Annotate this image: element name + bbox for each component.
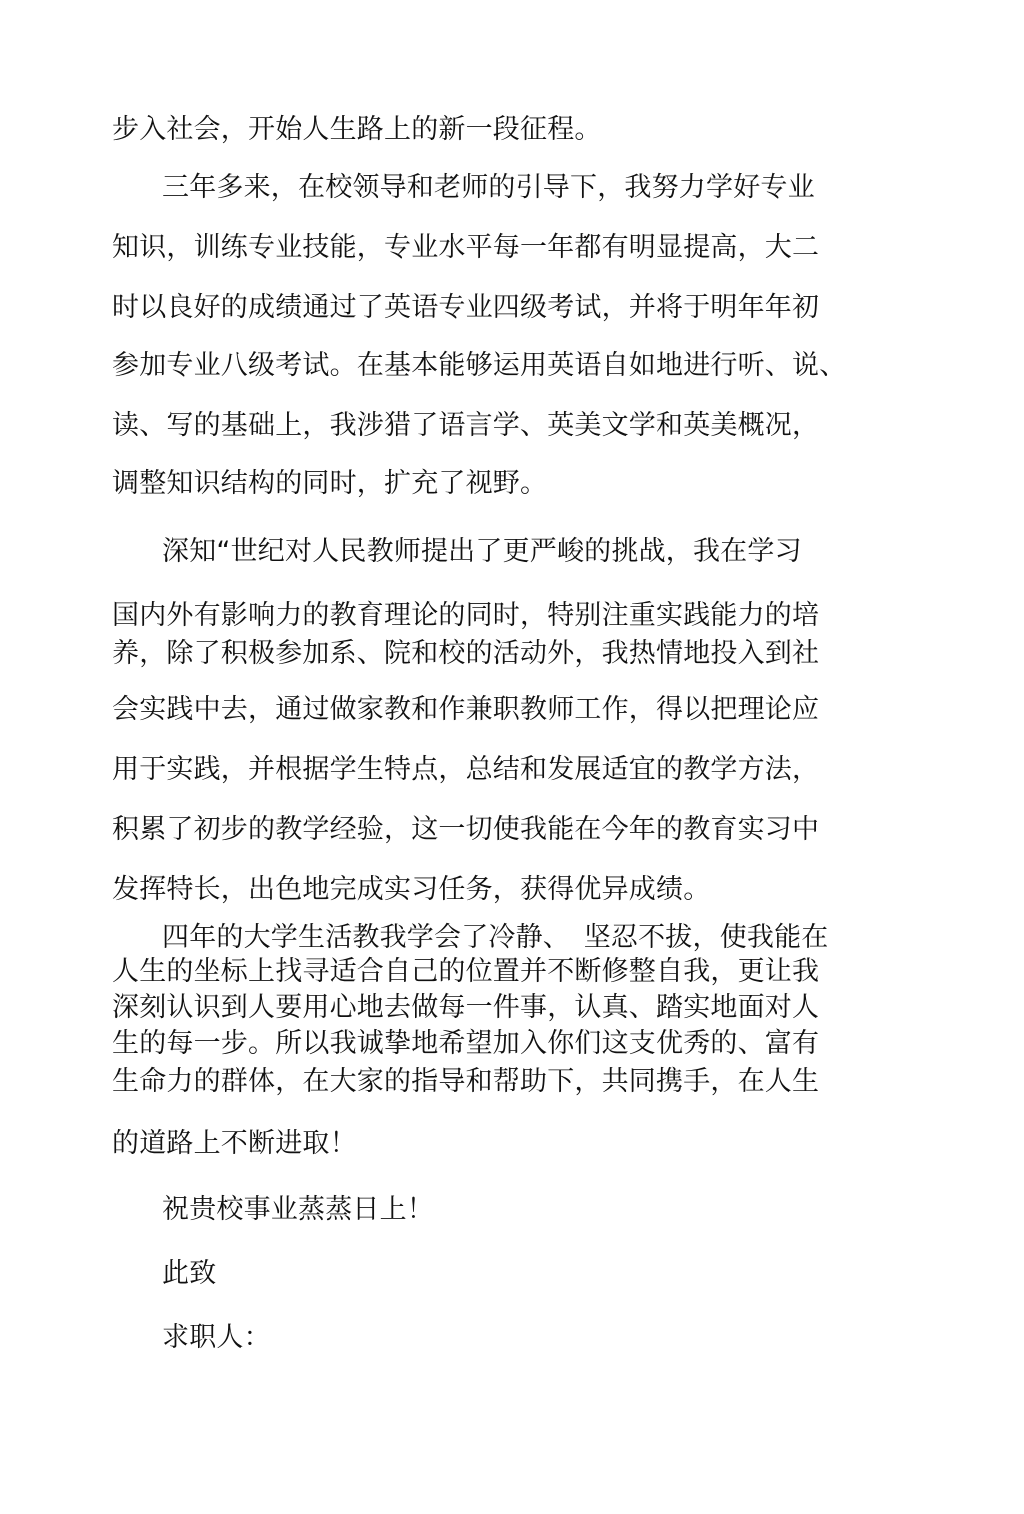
body-text-line: 发挥特长，出色地完成实习任务，获得优异成绩。 [112, 874, 711, 905]
body-text-line: 的道路上不断进取！ [112, 1128, 357, 1159]
body-text-line: 积累了初步的教学经验，这一切使我能在今年的教育实习中 [112, 814, 820, 845]
salutation: 此致 [162, 1258, 217, 1289]
paragraph-first-line: 四年的大学生活教我学会了冷静、 坚忍不拔，使我能在 [162, 922, 829, 953]
body-text-line: 调整知识结构的同时，扩充了视野。 [112, 468, 548, 499]
body-text-line: 人生的坐标上找寻适合自己的位置并不断修整自我，更让我 [112, 956, 820, 987]
signature-label: 求职人： [162, 1322, 271, 1353]
body-text-line: 知识，训练专业技能，专业水平每一年都有明显提高，大二 [112, 232, 820, 263]
body-text-line: 参加专业八级考试。在基本能够运用英语自如地进行听、说、 [112, 350, 847, 381]
body-text-line: 步入社会，开始人生路上的新一段征程。 [112, 114, 602, 145]
body-text-line: 会实践中去，通过做家教和作兼职教师工作，得以把理论应 [112, 694, 820, 725]
paragraph-first-line: 三年多来，在校领导和老师的引导下，我努力学好专业 [162, 172, 815, 203]
body-text-line: 深刻认识到人要用心地去做每一件事，认真、踏实地面对人 [112, 992, 820, 1023]
body-text-line: 读、写的基础上，我涉猎了语言学、英美文学和英美概况， [112, 410, 820, 441]
body-text-line: 生命力的群体，在大家的指导和帮助下，共同携手，在人生 [112, 1066, 820, 1097]
closing-wish: 祝贵校事业蒸蒸日上！ [162, 1194, 434, 1225]
body-text-line: 国内外有影响力的教育理论的同时，特别注重实践能力的培 [112, 600, 820, 631]
body-text-line: 生的每一步。所以我诚挚地希望加入你们这支优秀的、富有 [112, 1028, 820, 1059]
paragraph-first-line: 深知“世纪对人民教师提出了更严峻的挑战，我在学习 [162, 536, 802, 567]
body-text-line: 时以良好的成绩通过了英语专业四级考试，并将于明年年初 [112, 292, 820, 323]
body-text-line: 用于实践，并根据学生特点，总结和发展适宜的教学方法， [112, 754, 820, 785]
body-text-line: 养，除了积极参加系、院和校的活动外，我热情地投入到社 [112, 638, 820, 669]
